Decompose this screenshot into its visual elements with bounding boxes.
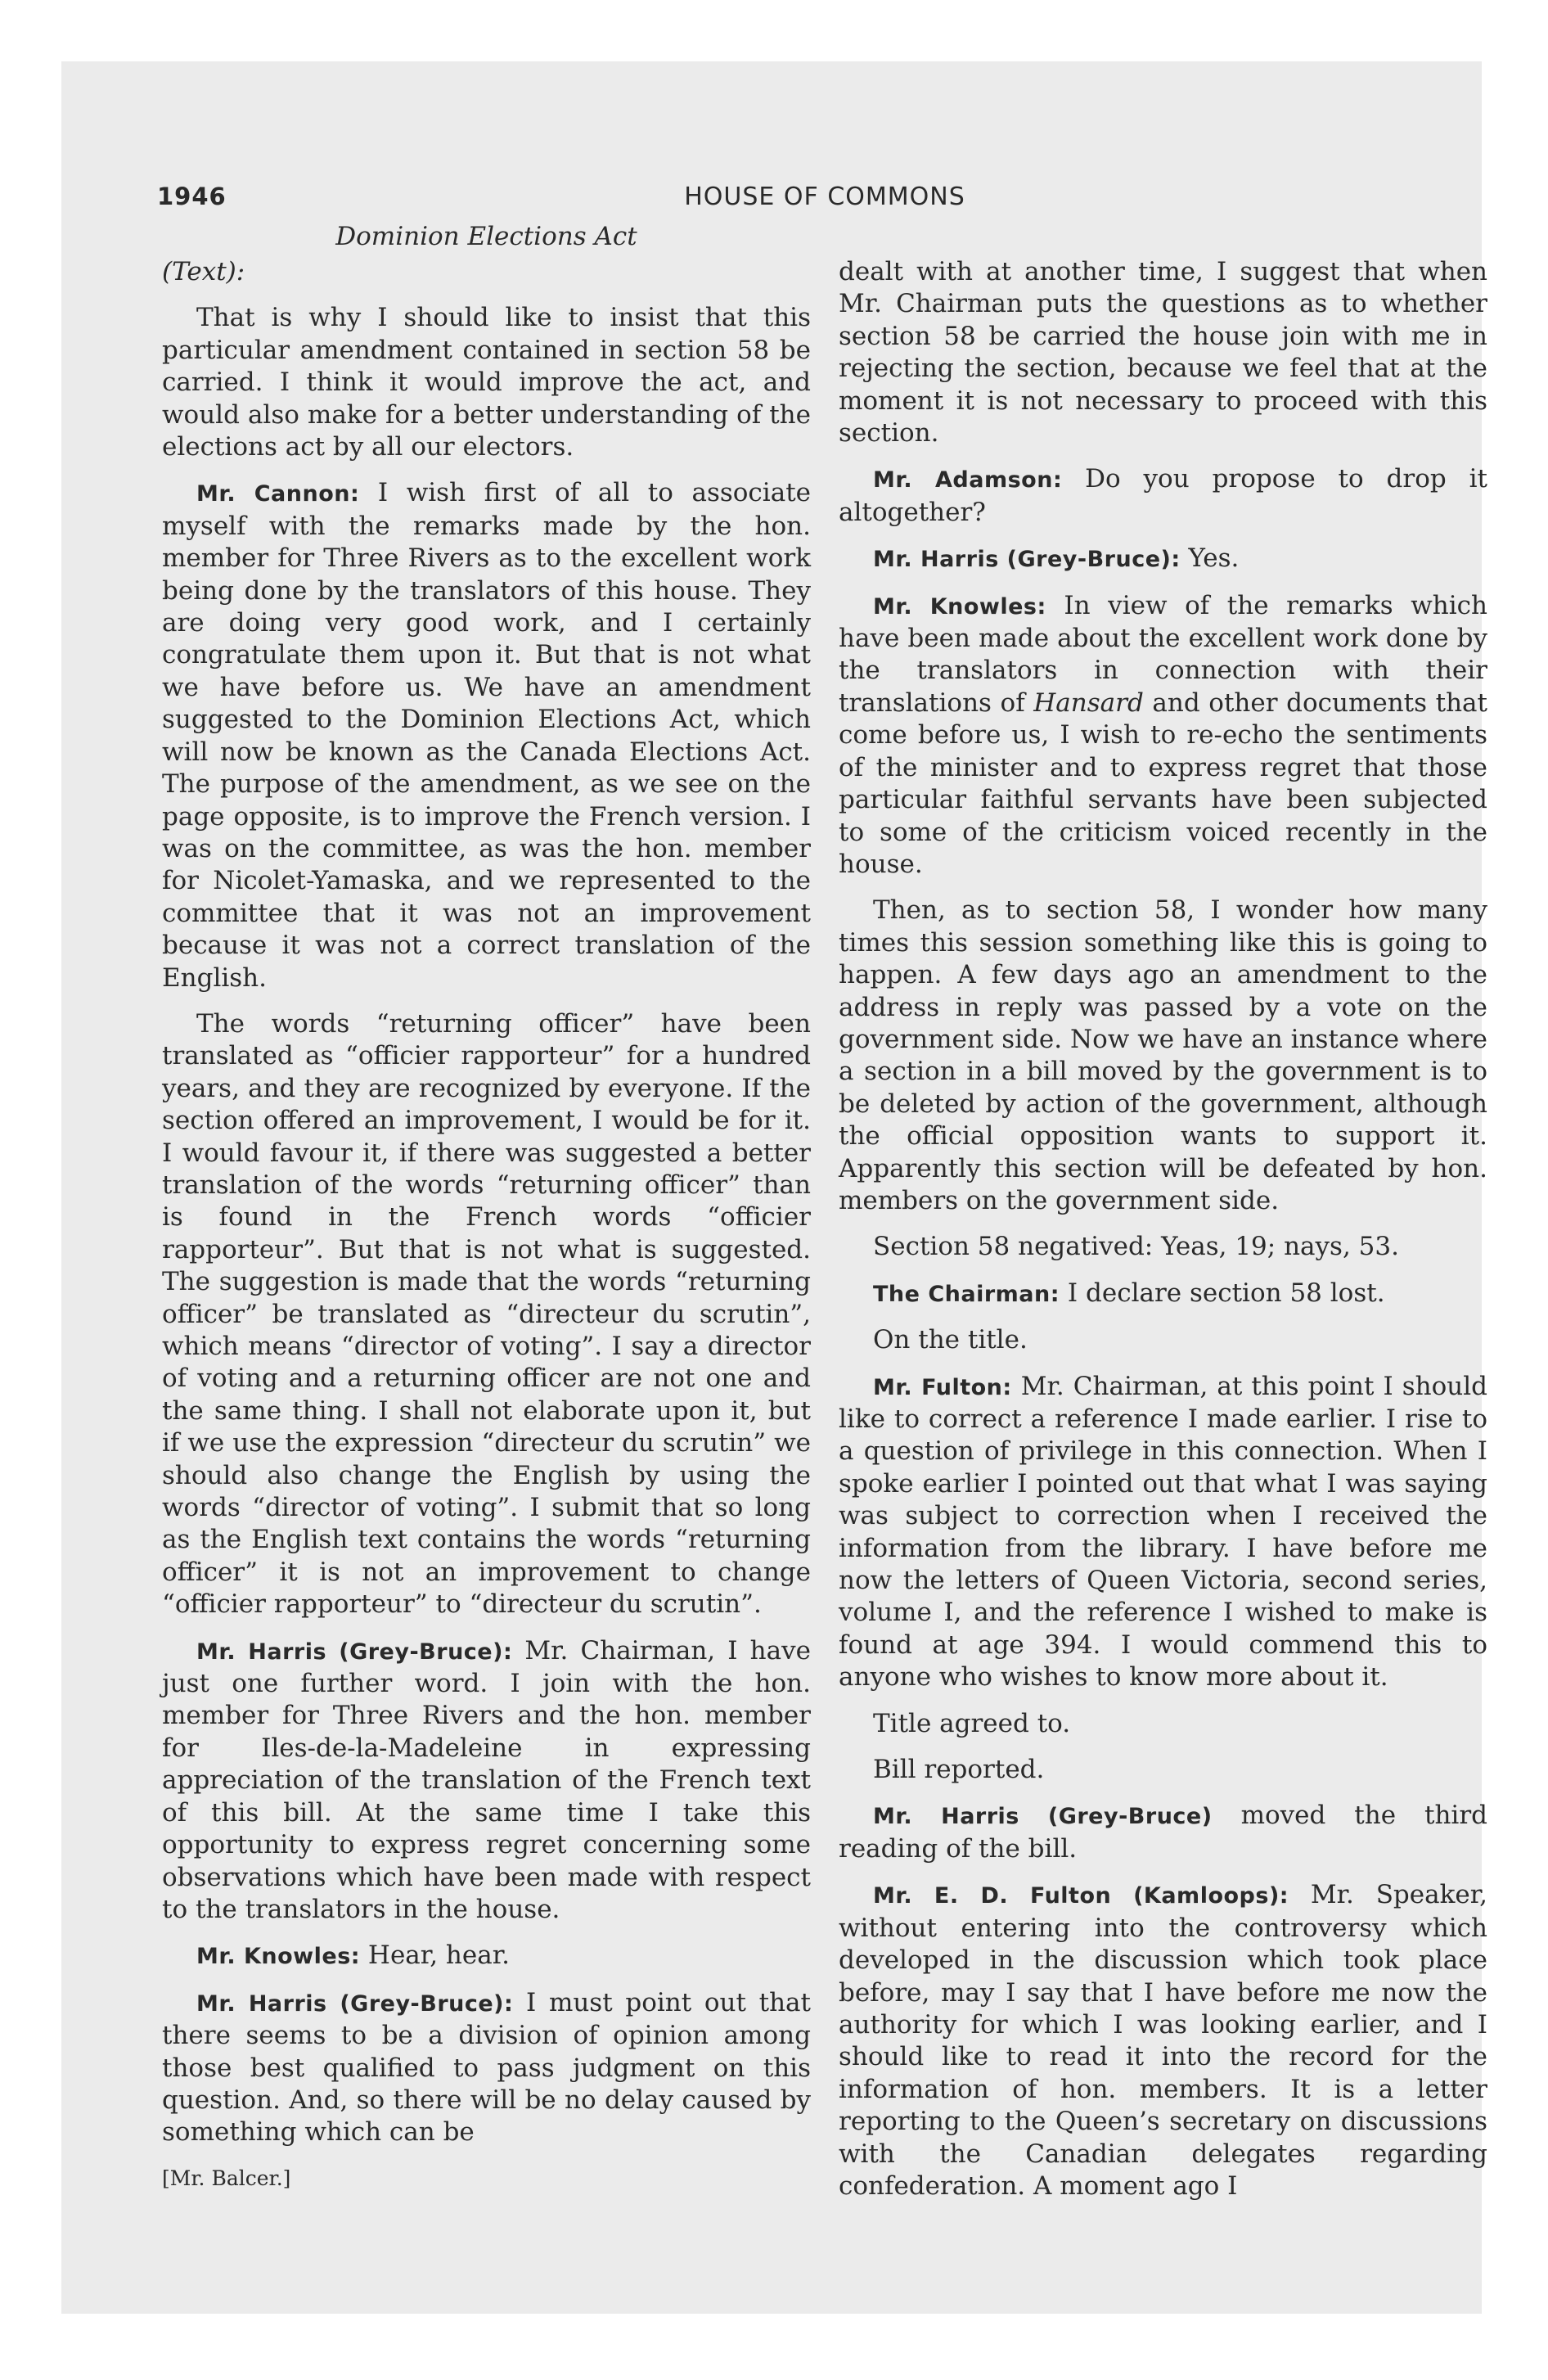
page-header [157, 183, 1492, 215]
speech-text: and other documents that come before us, I wish to re-echo the sentiments of the minister and to express regret that those particular faithful servants have been subjected to some of the criticism voiced recently in the house. [839, 687, 1487, 879]
paragraph [839, 543, 1487, 575]
paragraph [839, 1278, 1487, 1310]
speech-text: I wish first of all to associate myself with the remarks made by the hon. member for Three Rivers as to the excellent work being done by the translators of this house. They are doing very good work, and I certainly congratulate them upon it. But that is not what we have before us. We have an amendment suggested to the Dominion Elections Act, which will now be known as the Canada Elections Act. The purpose of the amendment, as we see on the page opposite, is to improve the French version. I was on the committee, as was the hon. member for Nicolet-Yamaska, and we represented to the committee that it was not an improvement because it was not a correct translation of the English. [162, 478, 811, 993]
paragraph [162, 1987, 811, 2149]
speech-text: Do you propose to drop it altogether? [839, 464, 1487, 527]
speech-text: I must point out that there seems to be a division of opinion among those best qualified to pass judgment on this question. And, so there will be no delay caused by something which can be [162, 1987, 812, 2148]
left-column [162, 256, 811, 2163]
speech-text: Yes. [1188, 543, 1240, 574]
paragraph: That is why I should like to insist that this particular amendment contained in section 58 be carried. I think it would improve the act, and would also make for a better understanding of the elections act by all our electors. [162, 303, 811, 462]
speaker-name: Mr. Knowles: [873, 593, 1046, 620]
paragraph: dealt with at another time, I suggest that when Mr. Chairman puts the questions as to whether section 58 be carried the house join with me in rejecting the section, because we feel that at the moment it is not necessary to proceed with this section. [839, 257, 1487, 449]
speech-text: Hear, hear. [367, 1941, 510, 1971]
paragraph: On the title. [873, 1325, 1028, 1355]
publication-title: Hansard [1033, 687, 1144, 718]
page-number: 1946 [157, 183, 227, 210]
speaker-name: Mr. Harris (Grey-Bruce) [873, 1804, 1213, 1830]
paragraph: Bill reported. [873, 1755, 1045, 1785]
speech-text: Mr. Chairman, I have just one further word. I join with the hon. member for Three Rivers and the hon. member for Iles-de-la-Madeleine in expressing appreciation of the translation of the French text of this bill. At the same time I take this opportunity to express regret concerning some observations which have been made with respect to the translators in the house. [162, 1635, 811, 1924]
paragraph [839, 463, 1487, 529]
paragraph: Then, as to section 58, I wonder how many times this session something like this is going to happen. A few days ago an amendment to the address in reply was passed by a vote on the government side. Now we have an instance where a section in a bill moved by the government is to be deleted by action of the government, although the official opposition wants to support it. Apparently this section will be defeated by hon. members on the government side. [839, 895, 1487, 1215]
speech-text: In view of the remarks which have been made about the excellent work done by the translators in connection with their translations of [839, 590, 1488, 718]
speaker-name: Mr. Harris (Grey-Bruce): [196, 1990, 514, 2017]
paragraph [162, 256, 811, 288]
right-column [839, 256, 1487, 2216]
text-label: (Text): [162, 257, 245, 286]
speaker-name: Mr. Harris (Grey-Bruce): [873, 547, 1181, 573]
speaker-name: Mr. Adamson: [873, 467, 1063, 494]
speech-text: Mr. Speaker, without entering into the controversy which developed in the discussion which took place before, may I say that I have before me now the authority for which I was looking earlier, and I should like to read it into the record for the information of hon. members. It is a letter reporting to the Queen’s secretary on discussions with the Canadian delegates regarding confederation. A moment ago I [839, 1880, 1487, 2201]
speaker-name: The Chairman: [873, 1281, 1060, 1307]
speaker-name: Mr. Fulton: [873, 1374, 1012, 1400]
paragraph [162, 1940, 811, 1972]
speaker-name: Mr. Harris (Grey-Bruce): [196, 1639, 513, 1665]
speaker-footnote: [Mr. Balcer.] [162, 2166, 291, 2190]
paragraph [162, 1635, 811, 1927]
speech-text: moved the third reading of the bill. [839, 1801, 1488, 1864]
scanned-page [61, 61, 1488, 2314]
paragraph [839, 590, 1487, 881]
journal-title: HOUSE OF COMMONS [684, 183, 965, 211]
paragraph [839, 1879, 1487, 2202]
speech-text: Mr. Chairman, at this point I should like to correct a reference I made earlier. I rise to a question of privilege in this connection. When I spoke earlier I pointed out that what I was saying was subject to correction when I received the information from the library. I have before me now the letters of Queen Victoria, second series, volume I, and the reference I wished to make is found at age 394. I would commend this to anyone who wishes to know more about it. [839, 1371, 1488, 1693]
running-subject: Dominion Elections Act [335, 222, 637, 251]
speaker-name: Mr. E. D. Fulton (Kamloops): [873, 1883, 1289, 1909]
paragraph: Title agreed to. [873, 1708, 1071, 1738]
speaker-name: Mr. Knowles: [196, 1944, 361, 1970]
speech-text: I declare section 58 lost. [1067, 1278, 1385, 1308]
paragraph [162, 477, 811, 994]
paragraph [839, 1800, 1487, 1865]
paragraph [839, 1371, 1487, 1694]
paragraph: The words “returning officer” have been translated as “officier rapporteur” for a hundred years, and they are recognized by everyone. If the section offered an improvement, I would be for it. I would favour it, if there was suggested a better translation of the words “returning officer” than is found in the French words “officier rapporteur”. But that is not what is suggested. The suggestion is made that the words “returning officer” be translated as “directeur du scrutin”, which means “director of voting”. I say a director of voting and a returning officer are not one and the same thing. I shall not elaborate upon it, but if we use the expression “directeur du scrutin” we should also change the English by using the words “director of voting”. I submit that so long as the English text contains the words “returning officer” it is not an improvement to change “officier rapporteur” to “directeur du scrutin”. [162, 1008, 811, 1620]
paragraph: Section 58 negatived: Yeas, 19; nays, 53. [873, 1232, 1399, 1262]
speaker-name: Mr. Cannon: [196, 481, 360, 507]
